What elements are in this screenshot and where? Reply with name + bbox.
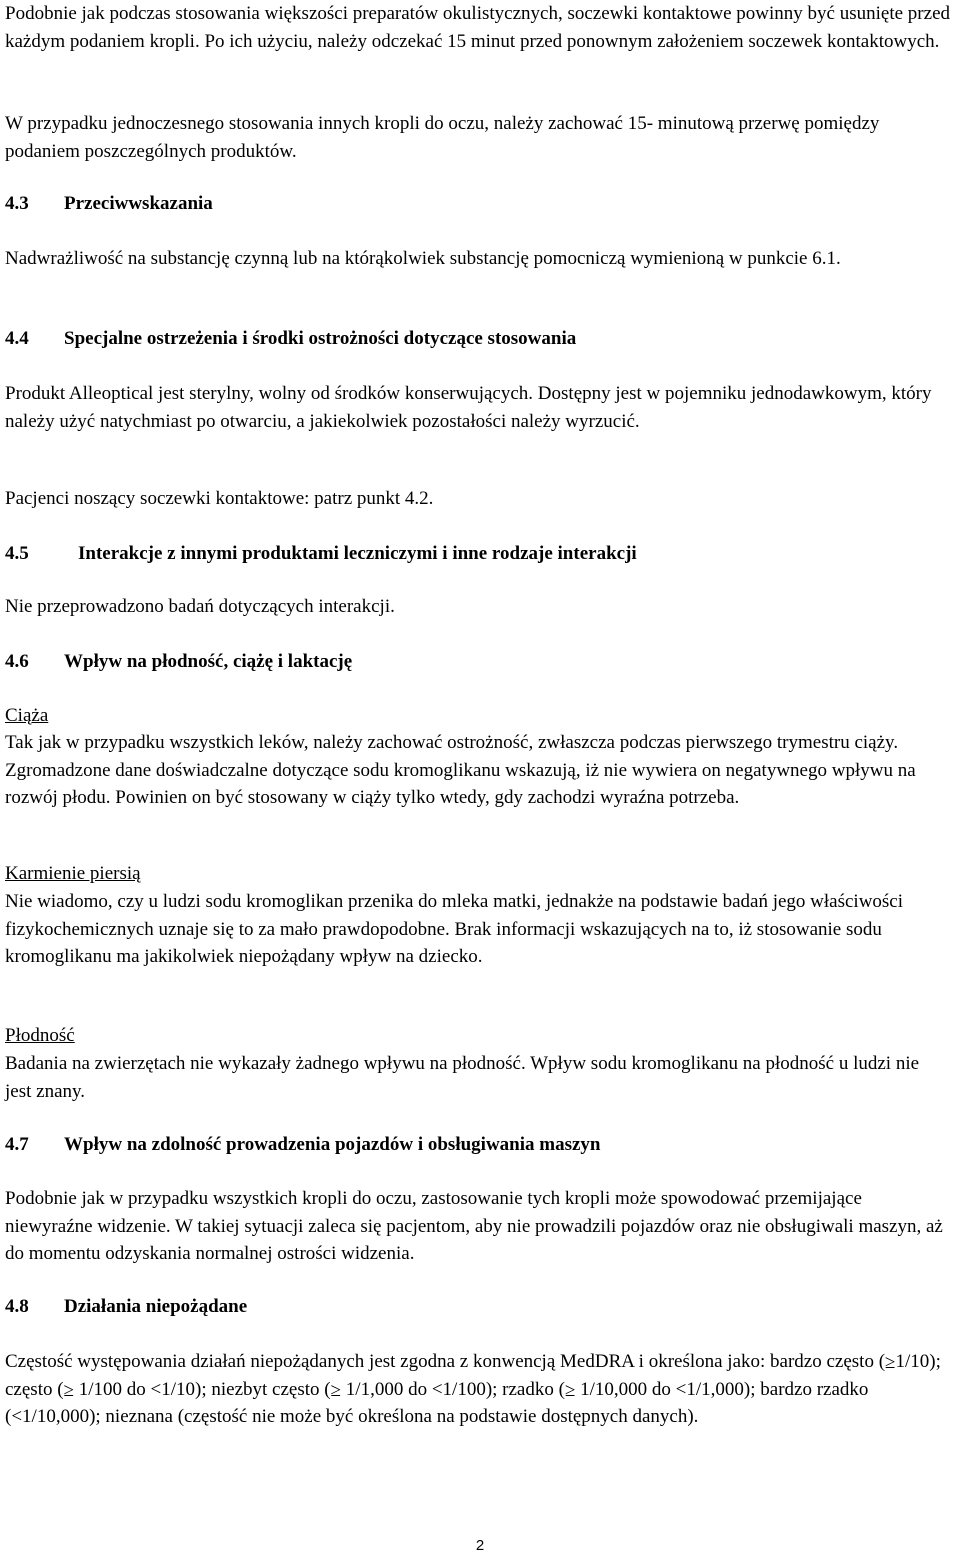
greater-equal-symbol: ≥	[564, 1379, 576, 1401]
section-title: Interakcje z innymi produktami leczniczymi i inne rodzaje interakcji	[78, 543, 637, 564]
subheading-breastfeeding: Karmienie piersią	[5, 863, 141, 884]
greater-equal-symbol: ≥	[885, 1352, 896, 1373]
greater-equal-symbol: ≥	[330, 1379, 342, 1401]
frequency-text-common: 1/100 do <1/10); niezbyt często (	[74, 1378, 331, 1400]
frequency-text-uncommon: 1/1,000 do <1/100); rzadko (	[341, 1378, 565, 1400]
subheading-pregnancy: Ciąża	[5, 705, 49, 726]
frequency-text-very-common: 1/10); często (	[5, 1351, 941, 1400]
section-heading-4-6	[5, 648, 352, 676]
section-number: 4.7	[5, 1134, 29, 1155]
section-title: Wpływ na zdolność prowadzenia pojazdów i obsługiwania maszyn	[64, 1134, 601, 1155]
section-number: 4.6	[5, 651, 29, 672]
paragraph-other-eye-drops: W przypadku jednoczesnego stosowania innych kropli do oczu, należy zachować 15- minutową przerwę pomiędzy podaniem poszczególnych produktów.	[5, 113, 880, 162]
section-heading-4-7	[5, 1131, 600, 1159]
paragraph-contact-lenses: Podobnie jak podczas stosowania większości preparatów okulistycznych, soczewki kontaktowe powinny być usunięte przed każdym podaniem kropli. Po ich użyciu, należy odczekać 15 minut przed ponownym założeniem soczewek kontaktowych.	[5, 3, 950, 52]
section-heading-4-8	[5, 1293, 247, 1321]
paragraph-no-interaction-studies: Nie przeprowadzono badań dotyczących interakcji.	[5, 596, 395, 617]
section-heading-4-3	[5, 190, 213, 218]
paragraph-adverse-frequency	[5, 1348, 950, 1431]
section-title: Specjalne ostrzeżenia i środki ostrożności dotyczące stosowania	[64, 328, 577, 349]
frequency-text-intro: Częstość występowania działań niepożądanych jest zgodna z konwencją MedDRA i określona jako: bardzo często (	[5, 1351, 886, 1372]
section-heading-4-4	[5, 325, 576, 353]
paragraph-sterile-product: Produkt Alleoptical jest sterylny, wolny od środków konserwujących. Dostępny jest w pojemniku jednodawkowym, który należy użyć natychmiast po otwarciu, a jakiekolwiek pozostałości należy wyrzucić.	[5, 383, 932, 432]
paragraph-contraindications: Nadwrażliwość na substancję czynną lub na którąkolwiek substancję pomocniczą wymienioną w punkcie 6.1.	[5, 248, 841, 269]
frequency-text-rare: 1/10,000 do <1/1,000); bardzo rzadko (<1/10,000); nieznana (częstość nie może być określona na podstawie dostępnych danych).	[5, 1378, 869, 1427]
section-heading-4-5	[5, 540, 637, 568]
paragraph-pregnancy: Tak jak w przypadku wszystkich leków, należy zachować ostrożność, zwłaszcza podczas pierwszego trymestru ciąży. Zgromadzone dane doświadczalne dotyczące sodu kromoglikanu wskazują, iż nie wywiera on negatywnego wpływu na rozwój płodu. Powinien on być stosowany w ciąży tylko wtedy, gdy zachodzi wyraźna potrzeba.	[5, 732, 916, 808]
paragraph-contact-lens-wearers: Pacjenci noszący soczewki kontaktowe: patrz punkt 4.2.	[5, 488, 434, 509]
subheading-fertility: Płodność	[5, 1025, 75, 1046]
paragraph-breastfeeding: Nie wiadomo, czy u ludzi sodu kromoglikan przenika do mleka matki, jednakże na podstawie badań jego właściwości fizykochemicznych uznaje się to za mało prawdopodobne. Brak informacji wskazujących na to, iż stosowanie sodu kromoglikanu ma jakikolwiek niepożądany wpływ na dziecko.	[5, 891, 904, 967]
section-title: Przeciwwskazania	[64, 193, 213, 214]
paragraph-fertility: Badania na zwierzętach nie wykazały żadnego wpływu na płodność. Wpływ sodu kromoglikanu na płodność u ludzi nie jest znany.	[5, 1053, 920, 1102]
section-number: 4.5	[5, 543, 29, 564]
section-number: 4.8	[5, 1296, 29, 1317]
section-title: Działania niepożądane	[64, 1296, 248, 1317]
page-number: 2	[475, 1537, 485, 1554]
section-number: 4.3	[5, 193, 29, 214]
section-title: Wpływ na płodność, ciążę i laktację	[64, 651, 353, 672]
paragraph-driving-machines: Podobnie jak w przypadku wszystkich kropli do oczu, zastosowanie tych kropli może spowodować przemijające niewyraźne widzenie. W takiej sytuacji zaleca się pacjentom, aby nie prowadzili pojazdów oraz nie obsługiwali maszyn, aż do momentu odzyskania normalnej ostrości widzenia.	[5, 1188, 943, 1264]
section-number: 4.4	[5, 328, 29, 349]
greater-equal-symbol: ≥	[63, 1379, 74, 1401]
